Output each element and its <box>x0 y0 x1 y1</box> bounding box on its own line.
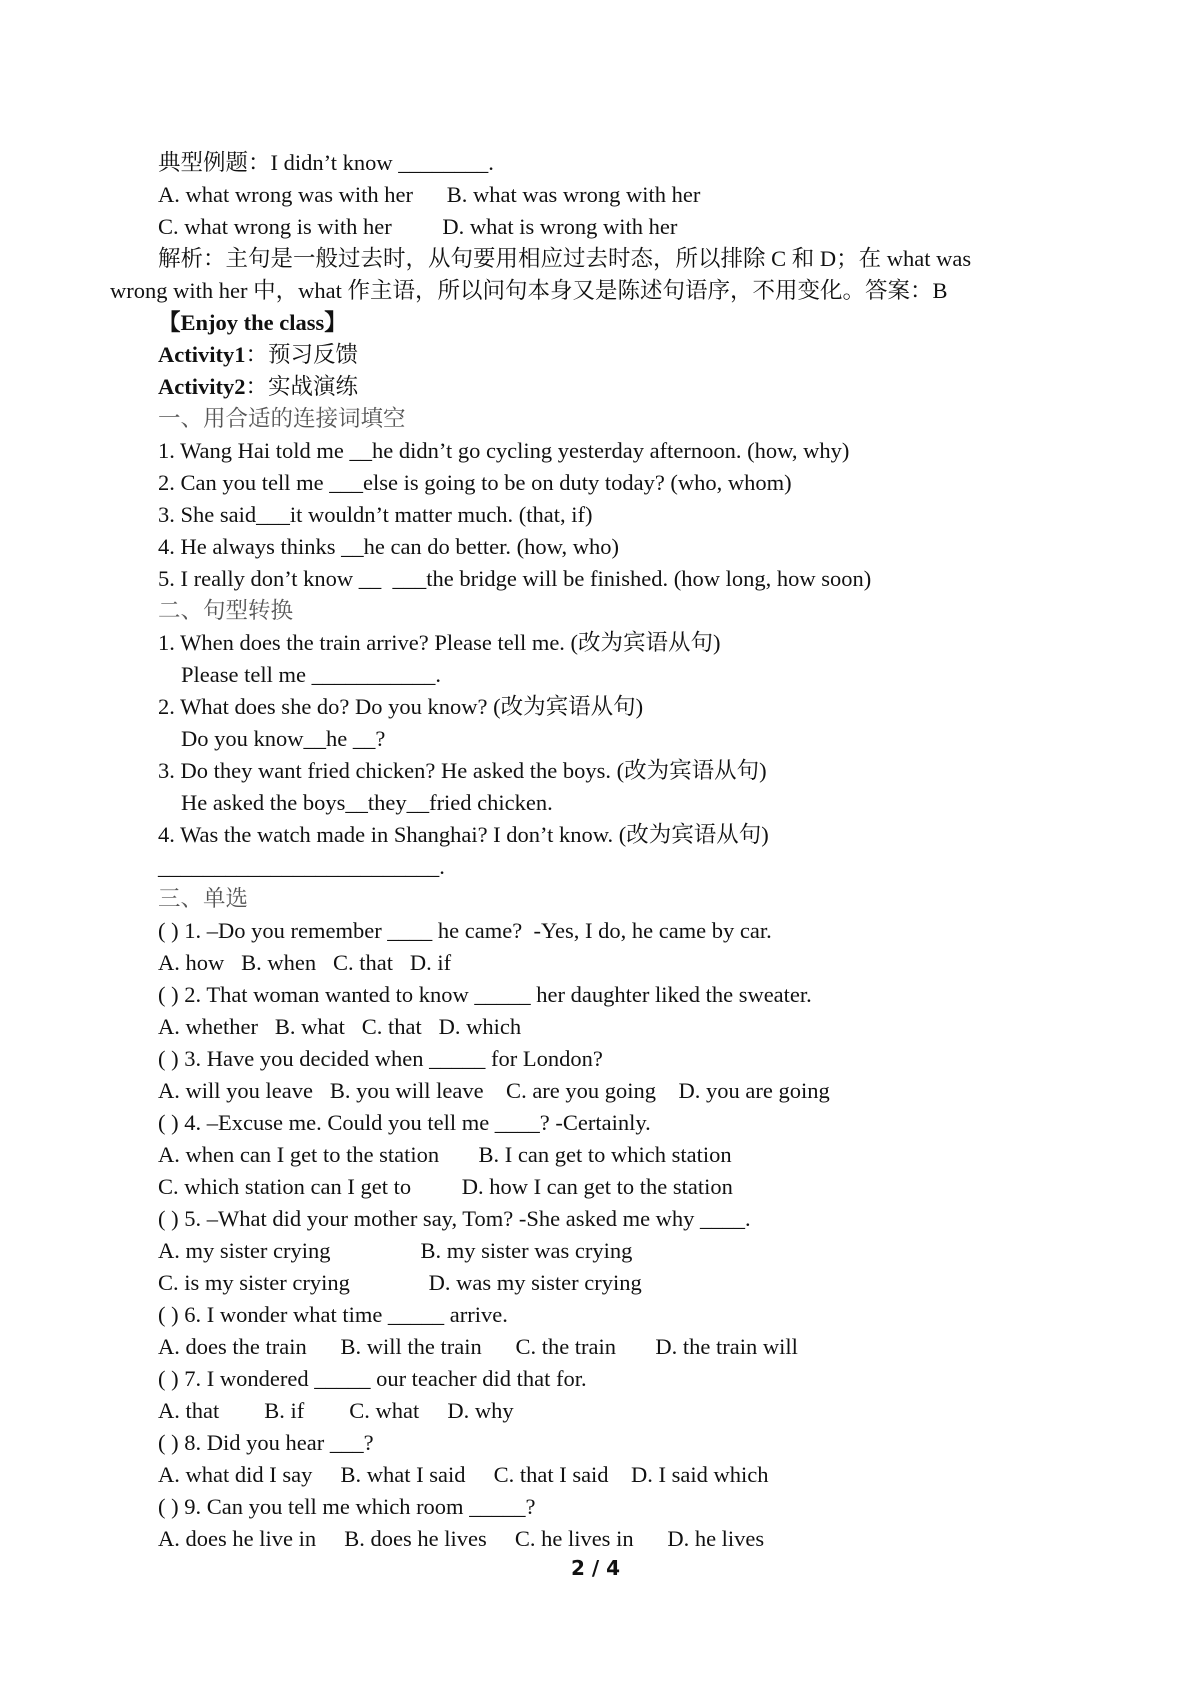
worked-example-title: 典型例题：I didn’t know ________. <box>158 150 494 175</box>
option-line: A. will you leave B. you will leave C. are you going D. you are going <box>158 1078 830 1103</box>
answer-line: _________________________. <box>158 854 445 879</box>
activity-title: ：实战演练 <box>245 374 358 399</box>
question-line: ( ) 6. I wonder what time _____ arrive. <box>158 1302 508 1327</box>
option-line: A. does the train B. will the train C. the train D. the train will <box>158 1334 798 1359</box>
part-heading: 二、句型转换 <box>158 598 294 623</box>
option-line: A. does he live in B. does he lives C. he lives in D. he lives <box>158 1526 765 1551</box>
question-line: 3. Do they want fried chicken? He asked the boys. (改为宾语从句) <box>158 758 767 783</box>
question-line: 4. He always thinks __he can do better. (how, who) <box>158 534 619 559</box>
part-heading: 三、单选 <box>158 886 249 911</box>
question-line: ( ) 9. Can you tell me which room _____? <box>158 1494 536 1519</box>
section-heading: 【Enjoy the class】 <box>158 310 347 335</box>
question-line: 4. Was the watch made in Shanghai? I don’t know. (改为宾语从句) <box>158 822 769 847</box>
question-line: 2. Can you tell me ___else is going to be on duty today? (who, whom) <box>158 470 792 495</box>
answer-line: Do you know__he __? <box>181 726 386 751</box>
option-line: C. what wrong is with her D. what is wrong with her <box>158 214 678 239</box>
question-line: ( ) 5. –What did your mother say, Tom? -She asked me why ____. <box>158 1206 751 1231</box>
question-line: ( ) 3. Have you decided when _____ for London? <box>158 1046 603 1071</box>
answer-line: He asked the boys__they__fried chicken. <box>181 790 553 815</box>
question-line: 5. I really don’t know __ ___the bridge will be finished. (how long, how soon) <box>158 566 872 591</box>
activity-label <box>158 372 358 402</box>
question-line: 1. Wang Hai told me __he didn’t go cycling yesterday afternoon. (how, why) <box>158 438 850 463</box>
option-line: A. what wrong was with her B. what was wrong with her <box>158 182 701 207</box>
question-line: ( ) 1. –Do you remember ____ he came? -Yes, I do, he came by car. <box>158 918 772 943</box>
question-line: ( ) 2. That woman wanted to know _____ her daughter liked the sweater. <box>158 982 812 1007</box>
option-line: A. my sister crying B. my sister was crying <box>158 1238 633 1263</box>
option-line: A. what did I say B. what I said C. that I said D. I said which <box>158 1462 769 1487</box>
page-number: 2 / 4 <box>570 1556 621 1580</box>
activity-label <box>158 340 358 370</box>
answer-line: Please tell me ___________. <box>181 662 441 687</box>
question-line: 1. When does the train arrive? Please tell me. (改为宾语从句) <box>158 630 721 655</box>
analysis-text: wrong with her 中，what 作主语，所以问句本身又是陈述句语序，不用变化。答案：B <box>110 278 948 303</box>
activity-title: ：预习反馈 <box>245 342 358 367</box>
activity-number: Activity2 <box>158 374 246 399</box>
option-line: A. that B. if C. what D. why <box>158 1398 514 1423</box>
question-line: ( ) 8. Did you hear ___? <box>158 1430 374 1455</box>
activity-number: Activity1 <box>158 342 246 367</box>
question-line: 3. She said___it wouldn’t matter much. (that, if) <box>158 502 593 527</box>
option-line: A. when can I get to the station B. I can get to which station <box>158 1142 732 1167</box>
option-line: C. which station can I get to D. how I can get to the station <box>158 1174 733 1199</box>
question-line: ( ) 7. I wondered _____ our teacher did that for. <box>158 1366 587 1391</box>
analysis-text: 解析：主句是一般过去时，从句要用相应过去时态，所以排除 C 和 D；在 what was <box>158 246 972 271</box>
option-line: C. is my sister crying D. was my sister crying <box>158 1270 642 1295</box>
question-line: ( ) 4. –Excuse me. Could you tell me ____? -Certainly. <box>158 1110 651 1135</box>
option-line: A. how B. when C. that D. if <box>158 950 452 975</box>
question-line: 2. What does she do? Do you know? (改为宾语从句) <box>158 694 644 719</box>
option-line: A. whether B. what C. that D. which <box>158 1014 522 1039</box>
part-heading: 一、用合适的连接词填空 <box>158 406 406 431</box>
